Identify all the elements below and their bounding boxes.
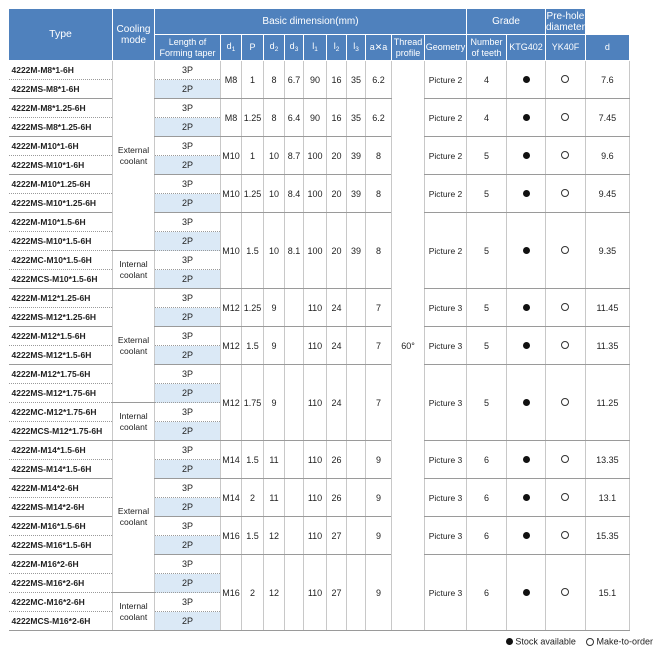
geometry-cell: Picture 3 [425, 555, 467, 631]
ktg402-cell [507, 365, 546, 441]
d1-cell: M14 [221, 441, 242, 479]
taper-cell: 3P [155, 441, 221, 460]
p-cell: 2 [242, 479, 264, 517]
p-cell: 1 [242, 137, 264, 175]
stock-available-icon [523, 114, 530, 121]
l2-cell: 27 [327, 517, 347, 555]
l1-cell: 110 [304, 479, 327, 517]
table-row [9, 61, 630, 80]
d2-cell: 11 [264, 441, 285, 479]
table-row [9, 175, 630, 194]
l1-cell: 90 [304, 99, 327, 137]
d2-cell: 8 [264, 99, 285, 137]
header-l1: $l_1$ [304, 35, 327, 61]
taper-cell: 2P [155, 612, 221, 631]
d3-cell [285, 327, 304, 365]
ktg402-cell [507, 479, 546, 517]
l3-cell: 39 [347, 213, 366, 289]
l2-cell: 20 [327, 213, 347, 289]
l2-cell: 20 [327, 137, 347, 175]
type-cell: 4222MS-M8*1-6H [9, 80, 113, 99]
geometry-cell: Picture 2 [425, 99, 467, 137]
taper-cell: 2P [155, 574, 221, 593]
ktg402-cell [507, 441, 546, 479]
header-type: Type [9, 9, 113, 61]
l2-cell: 16 [327, 99, 347, 137]
d1-cell: M10 [221, 137, 242, 175]
type-cell: 4222MS-M12*1.25-6H [9, 308, 113, 327]
legend-order-label: Make-to-order [596, 636, 653, 647]
d3-cell [285, 479, 304, 517]
geometry-cell: Picture 3 [425, 479, 467, 517]
taper-cell: 2P [155, 346, 221, 365]
geometry-cell: Picture 3 [425, 365, 467, 441]
make-to-order-icon [561, 493, 569, 501]
cooling-mode-cell: External coolant [113, 441, 155, 593]
type-cell: 4222MS-M16*1.5-6H [9, 536, 113, 555]
l1-cell: 110 [304, 327, 327, 365]
d1-cell: M8 [221, 99, 242, 137]
taper-cell: 2P [155, 194, 221, 213]
teeth-cell: 5 [467, 137, 507, 175]
stock-available-icon [523, 494, 530, 501]
d2-cell: 12 [264, 555, 285, 631]
geometry-cell: Picture 3 [425, 441, 467, 479]
d3-cell: 8.1 [285, 213, 304, 289]
taper-cell: 3P [155, 175, 221, 194]
yk40f-cell [546, 327, 586, 365]
make-to-order-icon [561, 75, 569, 83]
yk40f-cell [546, 99, 586, 137]
stock-available-icon [523, 152, 530, 159]
pre-hole-diameter-cell: 9.45 [585, 175, 629, 213]
table-row [9, 327, 630, 346]
pre-hole-diameter-cell: 11.25 [585, 365, 629, 441]
type-cell: 4222M-M14*1.5-6H [9, 441, 113, 460]
teeth-cell: 5 [467, 289, 507, 327]
stock-available-icon [523, 304, 530, 311]
l1-cell: 90 [304, 61, 327, 99]
ktg402-cell [507, 99, 546, 137]
yk40f-cell [546, 213, 586, 289]
header-basic-dimension: Basic dimension(mm) [155, 9, 467, 35]
make-to-order-icon [561, 303, 569, 311]
header-d3: $d_3$ [285, 35, 304, 61]
type-cell: 4222M-M16*2-6H [9, 555, 113, 574]
d1-cell: M16 [221, 517, 242, 555]
type-cell: 4222M-M10*1.25-6H [9, 175, 113, 194]
p-cell: 1.25 [242, 175, 264, 213]
taper-cell: 3P [155, 61, 221, 80]
d3-cell [285, 441, 304, 479]
axa-cell: 9 [366, 479, 392, 517]
p-cell: 1.5 [242, 441, 264, 479]
header-pre-hole-diameter: Pre-hole diameter [546, 10, 585, 33]
pre-hole-diameter-cell: 7.45 [585, 99, 629, 137]
l3-cell: 39 [347, 137, 366, 175]
pre-hole-diameter-cell: 11.45 [585, 289, 629, 327]
cooling-mode-cell: Internal coolant [113, 251, 155, 289]
geometry-cell: Picture 2 [425, 137, 467, 175]
taper-cell: 2P [155, 536, 221, 555]
stock-available-icon [523, 190, 530, 197]
type-cell: 4222MS-M12*1.75-6H [9, 384, 113, 403]
geometry-cell: Picture 3 [425, 517, 467, 555]
d1-cell: M8 [221, 61, 242, 99]
l1-cell: 110 [304, 517, 327, 555]
geometry-cell: Picture 2 [425, 175, 467, 213]
stock-available-icon [523, 342, 530, 349]
table-row [9, 213, 630, 232]
type-cell: 4222M-M12*1.75-6H [9, 365, 113, 384]
l1-cell: 100 [304, 137, 327, 175]
make-to-order-icon [561, 588, 569, 596]
header-number-of-teeth: Number of teeth [467, 35, 507, 61]
axa-cell: 7 [366, 365, 392, 441]
make-to-order-icon [586, 638, 594, 646]
p-cell: 1 [242, 61, 264, 99]
l2-cell: 24 [327, 365, 347, 441]
l1-cell: 110 [304, 555, 327, 631]
thread-profile-cell: 60° [392, 61, 425, 631]
d1-cell: M12 [221, 327, 242, 365]
l2-cell: 16 [327, 61, 347, 99]
taper-cell: 3P [155, 593, 221, 612]
header-length-of-forming-taper: Length of Forming taper [155, 35, 221, 61]
d1-cell: M14 [221, 479, 242, 517]
axa-cell: 9 [366, 441, 392, 479]
d2-cell: 11 [264, 479, 285, 517]
pre-hole-diameter-cell: 15.1 [585, 555, 629, 631]
l3-cell [347, 289, 366, 327]
type-cell: 4222MC-M12*1.75-6H [9, 403, 113, 422]
d3-cell [285, 555, 304, 631]
pre-hole-diameter-cell: 11.35 [585, 327, 629, 365]
ktg402-cell [507, 137, 546, 175]
type-cell: 4222MS-M14*2-6H [9, 498, 113, 517]
d2-cell: 9 [264, 365, 285, 441]
taper-cell: 2P [155, 156, 221, 175]
axa-cell: 8 [366, 175, 392, 213]
table-row [9, 517, 630, 536]
teeth-cell: 6 [467, 441, 507, 479]
l1-cell: 100 [304, 213, 327, 289]
l3-cell [347, 327, 366, 365]
geometry-cell: Picture 3 [425, 327, 467, 365]
l2-cell: 24 [327, 289, 347, 327]
l1-cell: 100 [304, 175, 327, 213]
taper-cell: 2P [155, 308, 221, 327]
make-to-order-icon [561, 151, 569, 159]
d3-cell [285, 365, 304, 441]
d2-cell: 10 [264, 175, 285, 213]
make-to-order-icon [561, 341, 569, 349]
stock-available-icon [523, 76, 530, 83]
p-cell: 1.5 [242, 213, 264, 289]
taper-cell: 3P [155, 365, 221, 384]
teeth-cell: 5 [467, 327, 507, 365]
table-row [9, 365, 630, 384]
pre-hole-diameter-cell: 7.6 [585, 61, 629, 99]
taper-cell: 2P [155, 460, 221, 479]
taper-cell: 2P [155, 422, 221, 441]
taper-cell: 3P [155, 137, 221, 156]
taper-cell: 2P [155, 498, 221, 517]
axa-cell: 6.2 [366, 99, 392, 137]
type-cell: 4222MS-M10*1-6H [9, 156, 113, 175]
table-row [9, 137, 630, 156]
type-cell: 4222M-M16*1.5-6H [9, 517, 113, 536]
yk40f-cell [546, 175, 586, 213]
axa-cell: 7 [366, 289, 392, 327]
type-cell: 4222M-M12*1.5-6H [9, 327, 113, 346]
axa-cell: 9 [366, 517, 392, 555]
make-to-order-icon [561, 398, 569, 406]
type-cell: 4222MC-M16*2-6H [9, 593, 113, 612]
l2-cell: 24 [327, 327, 347, 365]
pre-hole-diameter-cell: 13.1 [585, 479, 629, 517]
taper-cell: 2P [155, 232, 221, 251]
l2-cell: 26 [327, 479, 347, 517]
taper-cell: 2P [155, 118, 221, 137]
stock-available-icon [523, 589, 530, 596]
type-cell: 4222M-M8*1-6H [9, 61, 113, 80]
taper-cell: 3P [155, 327, 221, 346]
geometry-cell: Picture 2 [425, 213, 467, 289]
l2-cell: 27 [327, 555, 347, 631]
header-ktg402: KTG402 [507, 35, 546, 61]
teeth-cell: 4 [467, 61, 507, 99]
taper-cell: 3P [155, 251, 221, 270]
table-row [9, 99, 630, 118]
yk40f-cell [546, 61, 586, 99]
l3-cell [347, 441, 366, 479]
table-row [9, 441, 630, 460]
stock-available-icon [523, 532, 530, 539]
d3-cell [285, 289, 304, 327]
teeth-cell: 5 [467, 175, 507, 213]
yk40f-cell [546, 555, 586, 631]
type-cell: 4222MS-M8*1.25-6H [9, 118, 113, 137]
taper-cell: 2P [155, 80, 221, 99]
stock-available-icon [523, 399, 530, 406]
pre-hole-diameter-cell: 9.35 [585, 213, 629, 289]
type-cell: 4222M-M10*1-6H [9, 137, 113, 156]
l2-cell: 20 [327, 175, 347, 213]
type-cell: 4222M-M14*2-6H [9, 479, 113, 498]
type-cell: 4222MS-M16*2-6H [9, 574, 113, 593]
yk40f-cell [546, 137, 586, 175]
make-to-order-icon [561, 531, 569, 539]
make-to-order-icon [561, 246, 569, 254]
stock-available-icon [523, 247, 530, 254]
d3-cell: 8.7 [285, 137, 304, 175]
type-cell: 4222M-M8*1.25-6H [9, 99, 113, 118]
l3-cell: 35 [347, 99, 366, 137]
stock-available-icon [523, 456, 530, 463]
type-cell: 4222MCS-M10*1.5-6H [9, 270, 113, 289]
table-row [9, 555, 630, 574]
p-cell: 1.5 [242, 327, 264, 365]
teeth-cell: 6 [467, 479, 507, 517]
l2-cell: 26 [327, 441, 347, 479]
type-cell: 4222MS-M10*1.25-6H [9, 194, 113, 213]
d2-cell: 10 [264, 137, 285, 175]
header-d2: $d_2$ [264, 35, 285, 61]
l1-cell: 110 [304, 441, 327, 479]
p-cell: 1.75 [242, 365, 264, 441]
d3-cell: 8.4 [285, 175, 304, 213]
taper-cell: 3P [155, 99, 221, 118]
type-cell: 4222MC-M10*1.5-6H [9, 251, 113, 270]
ktg402-cell [507, 213, 546, 289]
header-d: d [585, 35, 629, 61]
header-thread-profile: Thread profile [392, 35, 425, 61]
axa-cell: 8 [366, 213, 392, 289]
l3-cell [347, 517, 366, 555]
axa-cell: 6.2 [366, 61, 392, 99]
header-axa: a✕a [366, 35, 392, 61]
teeth-cell: 5 [467, 365, 507, 441]
type-cell: 4222M-M12*1.25-6H [9, 289, 113, 308]
header-p: P [242, 35, 264, 61]
make-to-order-icon [561, 113, 569, 121]
d3-cell: 6.4 [285, 99, 304, 137]
header-yk40f: YK40F [546, 35, 586, 61]
taper-cell: 2P [155, 270, 221, 289]
header-geometry: Geometry [425, 35, 467, 61]
header-cooling-mode: Cooling mode [113, 9, 155, 61]
taper-cell: 2P [155, 384, 221, 403]
axa-cell: 8 [366, 137, 392, 175]
ktg402-cell [507, 61, 546, 99]
yk40f-cell [546, 289, 586, 327]
p-cell: 1.5 [242, 517, 264, 555]
yk40f-cell [546, 441, 586, 479]
type-cell: 4222MS-M12*1.5-6H [9, 346, 113, 365]
legend [506, 636, 653, 647]
legend-stock-label: Stock available [515, 636, 576, 647]
taper-cell: 3P [155, 403, 221, 422]
taper-cell: 3P [155, 289, 221, 308]
make-to-order-icon [561, 455, 569, 463]
make-to-order-icon [561, 189, 569, 197]
taper-cell: 3P [155, 517, 221, 536]
pre-hole-diameter-cell: 13.35 [585, 441, 629, 479]
header-l2: $l_2$ [327, 35, 347, 61]
teeth-cell: 6 [467, 555, 507, 631]
d3-cell: 6.7 [285, 61, 304, 99]
d1-cell: M12 [221, 365, 242, 441]
type-cell: 4222MCS-M12*1.75-6H [9, 422, 113, 441]
type-cell: 4222M-M10*1.5-6H [9, 213, 113, 232]
l1-cell: 110 [304, 365, 327, 441]
l3-cell: 35 [347, 61, 366, 99]
taper-cell: 3P [155, 479, 221, 498]
tap-spec-table [8, 8, 630, 631]
l3-cell [347, 479, 366, 517]
yk40f-cell [546, 517, 586, 555]
type-cell: 4222MS-M10*1.5-6H [9, 232, 113, 251]
stock-available-icon [506, 638, 513, 645]
taper-cell: 3P [155, 555, 221, 574]
yk40f-cell [546, 365, 586, 441]
p-cell: 1.25 [242, 289, 264, 327]
d1-cell: M12 [221, 289, 242, 327]
cooling-mode-cell: External coolant [113, 289, 155, 403]
cooling-mode-cell: External coolant [113, 61, 155, 251]
p-cell: 1.25 [242, 99, 264, 137]
table-row [9, 289, 630, 308]
d1-cell: M16 [221, 555, 242, 631]
teeth-cell: 6 [467, 517, 507, 555]
ktg402-cell [507, 327, 546, 365]
d2-cell: 9 [264, 327, 285, 365]
d2-cell: 8 [264, 61, 285, 99]
d2-cell: 9 [264, 289, 285, 327]
d3-cell [285, 517, 304, 555]
cooling-mode-cell: Internal coolant [113, 403, 155, 441]
axa-cell: 9 [366, 555, 392, 631]
ktg402-cell [507, 517, 546, 555]
type-cell: 4222MS-M14*1.5-6H [9, 460, 113, 479]
table-body [9, 61, 630, 631]
teeth-cell: 5 [467, 213, 507, 289]
cooling-mode-cell: Internal coolant [113, 593, 155, 631]
pre-hole-diameter-cell: 15.35 [585, 517, 629, 555]
ktg402-cell [507, 175, 546, 213]
l1-cell: 110 [304, 289, 327, 327]
taper-cell: 3P [155, 213, 221, 232]
d1-cell: M10 [221, 175, 242, 213]
header-d1: $d_1$ [221, 35, 242, 61]
d2-cell: 10 [264, 213, 285, 289]
l3-cell: 39 [347, 175, 366, 213]
d1-cell: M10 [221, 213, 242, 289]
yk40f-cell [546, 479, 586, 517]
geometry-cell: Picture 3 [425, 289, 467, 327]
p-cell: 2 [242, 555, 264, 631]
header-l3: $l_3$ [347, 35, 366, 61]
type-cell: 4222MCS-M16*2-6H [9, 612, 113, 631]
l3-cell [347, 555, 366, 631]
d2-cell: 12 [264, 517, 285, 555]
teeth-cell: 4 [467, 99, 507, 137]
geometry-cell: Picture 2 [425, 61, 467, 99]
header-grade: Grade [467, 9, 546, 35]
ktg402-cell [507, 289, 546, 327]
table-row [9, 479, 630, 498]
pre-hole-diameter-cell: 9.6 [585, 137, 629, 175]
l3-cell [347, 365, 366, 441]
axa-cell: 7 [366, 327, 392, 365]
ktg402-cell [507, 555, 546, 631]
